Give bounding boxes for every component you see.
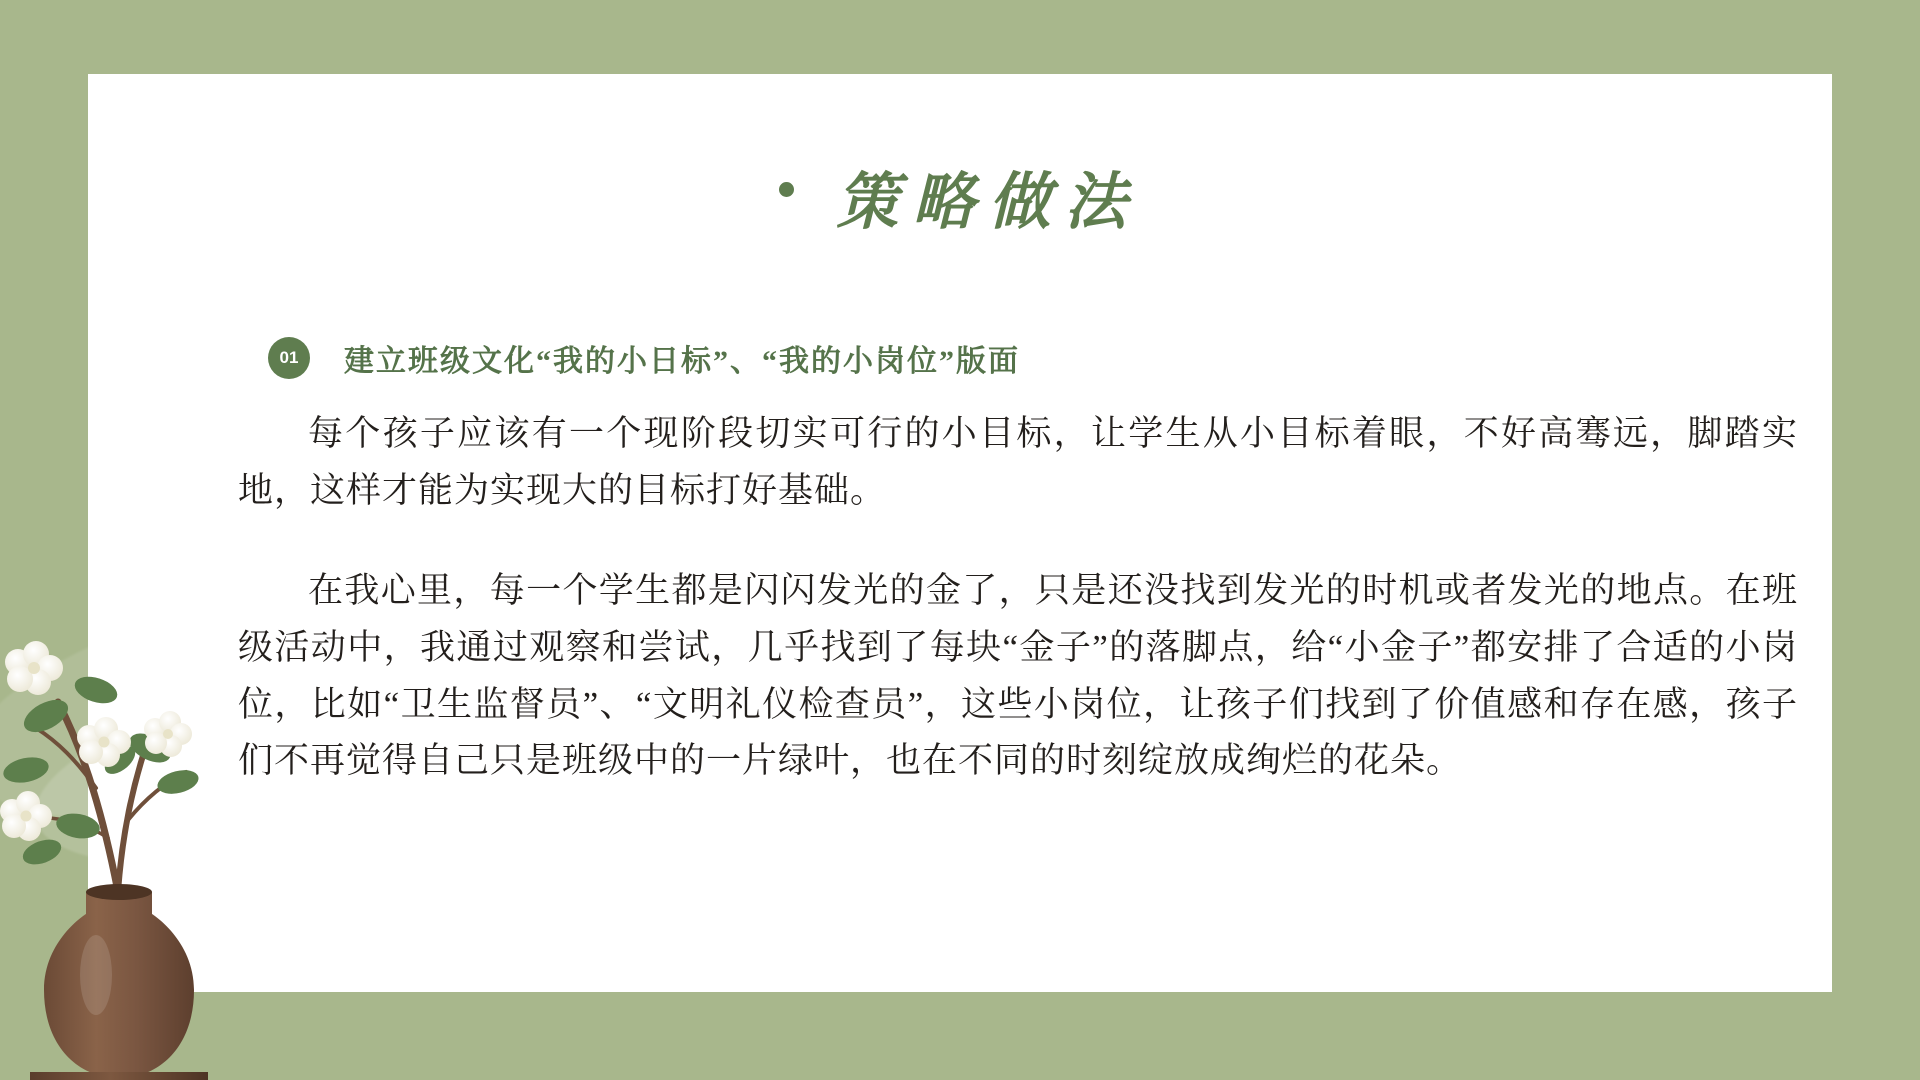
page-title [88,152,1832,241]
section-heading-text: 建立班级文化“我的小日标”、“我的小岗位”版面 [344,345,1020,378]
section-heading [268,336,1020,380]
content-card [88,74,1832,992]
paragraph: 每个孩子应该有一个现阶段切实可行的小目标，让学生从小目标着眼，不好高骞远，脚踏实地，这样才能为实现大的目标打好基础。 [238,414,1798,510]
body-text [238,406,1798,790]
section-number-badge: 01 [268,337,310,379]
bullet-icon [779,182,794,197]
paragraph: 在我心里，每一个学生都是闪闪发光的金了，只是还没找到发光的时机或者发光的地点。在班级活动中，我通过观察和尝试，几乎找到了每块“金子”的落脚点，给“小金子”都安排了合适的小岗位，比如“卫生监督员”、“文明礼仪检查员”，这些小岗位，让孩子们找到了价值感和存在感，孩子们不再觉得自己只是班级中的一片绿叶，也在不同的时刻绽放成绚烂的花朵。 [238,571,1798,781]
page-title-text: 策略做法 [836,169,1141,237]
